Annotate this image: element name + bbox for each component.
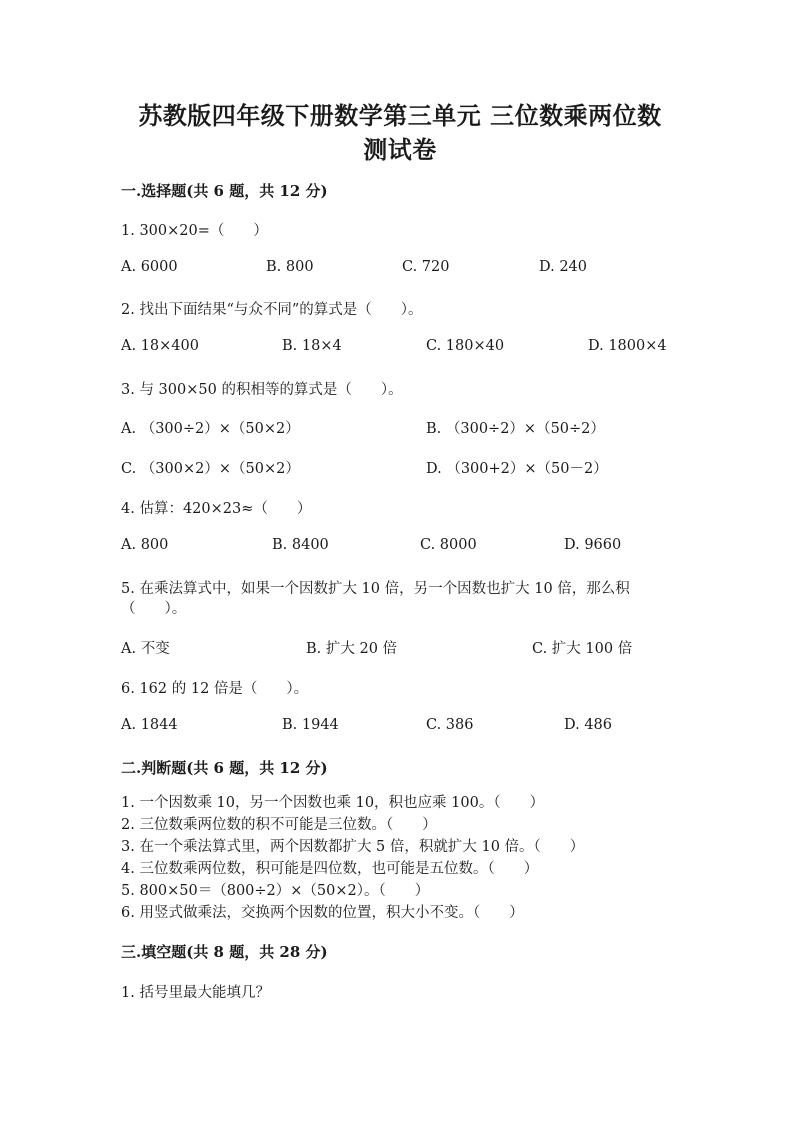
judgment-item: 4. 三位数乘两位数，积可能是四位数，也可能是五位数。（ ） <box>121 861 539 877</box>
option-d: D. 486 <box>564 717 613 733</box>
option-d: D. 240 <box>539 259 588 275</box>
judgment-item: 5. 800×50＝（800÷2）×（50×2）。（ ） <box>121 883 430 899</box>
option-d: D. （300+2）×（50－2） <box>426 461 608 477</box>
option-d: D. 9660 <box>564 537 622 553</box>
option-a: A. 18×400 <box>121 338 199 354</box>
option-a: A. （300÷2）×（50×2） <box>121 421 300 437</box>
question-text: 1. 括号里最大能填几？ <box>121 985 270 1001</box>
section-heading-fill-in: 三.填空题(共 8 题，共 28 分) <box>121 943 328 961</box>
option-c: C. 386 <box>426 717 474 733</box>
judgment-item: 1. 一个因数乘 10，另一个因数也乘 10，积也应乘 100。（ ） <box>121 795 545 811</box>
judgment-item: 2. 三位数乘两位数的积不可能是三位数。（ ） <box>121 817 437 833</box>
page-title-line2: 测试卷 <box>363 135 437 164</box>
option-c: C. 180×40 <box>426 338 505 354</box>
question-text: 3. 与 300×50 的积相等的算式是（ ）。 <box>121 382 403 398</box>
question-text: 4. 估算：420×23≈（ ） <box>121 501 312 517</box>
question-text: 5. 在乘法算式中，如果一个因数扩大 10 倍，另一个因数也扩大 10 倍，那么积 <box>121 581 630 597</box>
option-c: C. 720 <box>402 259 450 275</box>
question-text-continued: （ ）。 <box>121 601 187 617</box>
judgment-item: 6. 用竖式做乘法，交换两个因数的位置，积大小不变。（ ） <box>121 905 524 921</box>
section-heading-judgment: 二.判断题(共 6 题，共 12 分) <box>121 759 328 777</box>
option-c: C. （300×2）×（50×2） <box>121 461 300 477</box>
option-b: B. 18×4 <box>282 338 342 354</box>
option-a: A. 800 <box>121 537 169 553</box>
option-a: A. 6000 <box>121 259 178 275</box>
question-text: 2. 找出下面结果“与众不同”的算式是（ ）。 <box>121 302 423 318</box>
option-a: A. 1844 <box>121 717 178 733</box>
option-b: B. 8400 <box>272 537 329 553</box>
judgment-item: 3. 在一个乘法算式里，两个因数都扩大 5 倍，积就扩大 10 倍。（ ） <box>121 839 585 855</box>
option-b: B. （300÷2）×（50÷2） <box>426 421 605 437</box>
page-title: 苏教版四年级下册数学第三单元 三位数乘两位数 <box>138 101 662 130</box>
option-d: D. 1800×4 <box>588 338 667 354</box>
option-c: C. 8000 <box>420 537 477 553</box>
option-a: A. 不变 <box>121 641 170 657</box>
option-b: B. 800 <box>266 259 314 275</box>
question-text: 1. 300×20=（ ） <box>121 223 268 239</box>
option-b: B. 扩大 20 倍 <box>306 641 398 657</box>
option-b: B. 1944 <box>282 717 339 733</box>
option-c: C. 扩大 100 倍 <box>532 641 633 657</box>
question-text: 6. 162 的 12 倍是（ ）。 <box>121 681 309 697</box>
section-heading-choice: 一.选择题(共 6 题，共 12 分) <box>121 182 328 200</box>
